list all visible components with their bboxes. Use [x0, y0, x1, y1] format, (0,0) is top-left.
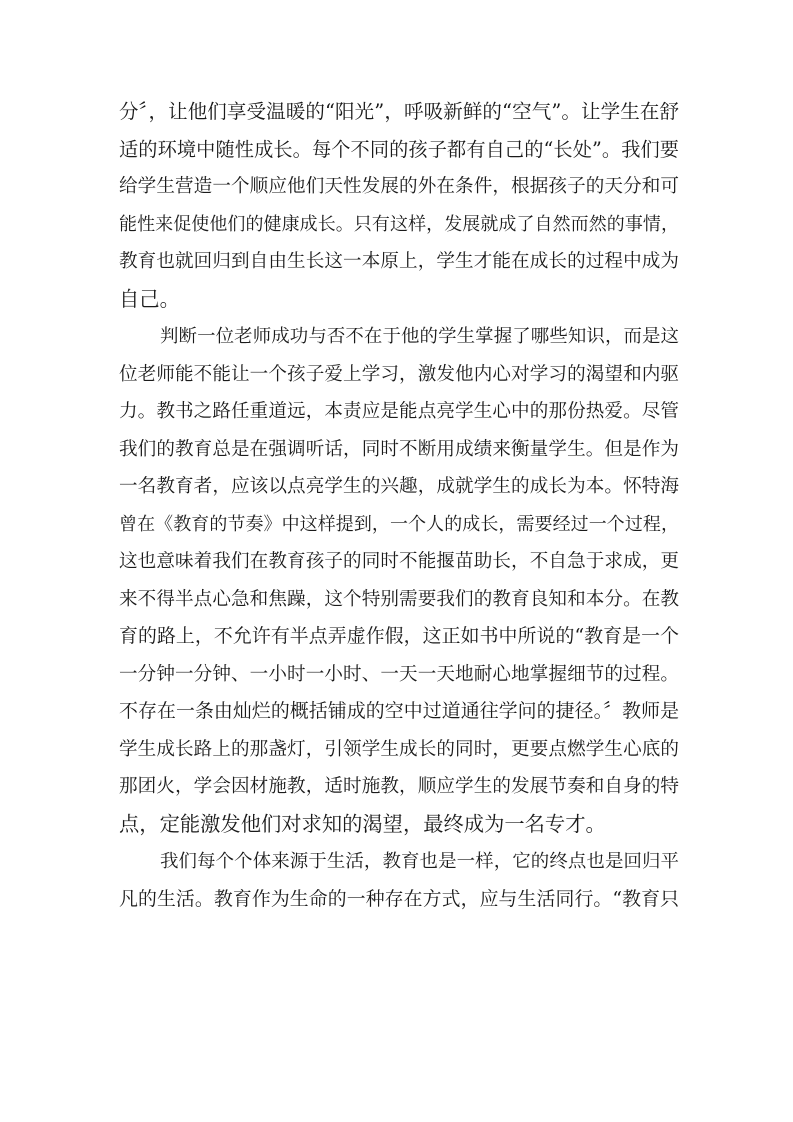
text-line: 我们的教育总是在强调听话，同时不断用成绩来衡量学生。但是作为 [119, 438, 679, 460]
text-line: 分〞，让他们享受温暖的“阳光”，呼吸新鲜的“空气”。让学生在舒 [119, 100, 679, 123]
text-line: 点，定能激发他们对求知的渴望，最终成为一名专才。 [119, 811, 606, 836]
text-line: 教育也就回归到自由生长这一本原上，学生才能在成长的过程中成为 [119, 251, 679, 272]
text-line: 不存在一条由灿烂的概括铺成的空中过道通往学问的捷径。〞教师是 [119, 700, 679, 722]
text-line: 位老师能不能让一个孩子爱上学习，激发他内心对学习的渴望和内驱 [119, 363, 679, 385]
text-line: 这也意味着我们在教育孩子的同时不能揠苗助长，不自急于求成，更 [119, 551, 679, 572]
text-line: 凡的生活。教育作为生命的一种存在方式，应与生活同行。“教育只 [119, 887, 679, 910]
text-line: 学生成长路上的那盏灯，引领学生成长的同时，更要点燃学生心底的 [119, 738, 679, 760]
text-line: 自己。 [119, 286, 180, 311]
text-line: 我们每个个体来源于生活，教育也是一样，它的终点也是回归平 [160, 851, 679, 872]
body-text [119, 93, 679, 918]
text-line: 一分钟一分钟、一小时一小时、一天一天地耐心地掌握细节的过程。 [119, 663, 679, 685]
text-line: 力。教书之路任重道远，本责应是能点亮学生心中的那份热爱。尽管 [119, 401, 679, 422]
text-line: 适的环境中随性成长。每个不同的孩子都有自己的“长处”。我们要 [119, 137, 679, 161]
text-line: 判断一位老师成功与否不在于他的学生掌握了哪些知识，而是这 [160, 326, 679, 347]
text-line: 来不得半点心急和焦躁，这个特别需要我们的教育良知和本分。在教 [119, 588, 679, 610]
text-line: 能性来促使他们的健康成长。只有这样，发展就成了自然而然的事情， [119, 213, 679, 235]
text-line: 曾在《教育的节奏》中这样提到，一个人的成长，需要经过一个过程， [119, 513, 679, 535]
text-line: 育的路上，不允许有半点弄虚作假，这正如书中所说的“教育是一个 [119, 625, 679, 647]
text-line: 一名教育者，应该以点亮学生的兴趣，成就学生的成长为本。怀特海 [119, 476, 679, 497]
text-line: 给学生营造一个顺应他们天性发展的外在条件，根据孩子的天分和可 [119, 176, 679, 197]
text-line: 那团火，学会因材施教，适时施教，顺应学生的发展节奏和自身的特 [119, 776, 679, 797]
